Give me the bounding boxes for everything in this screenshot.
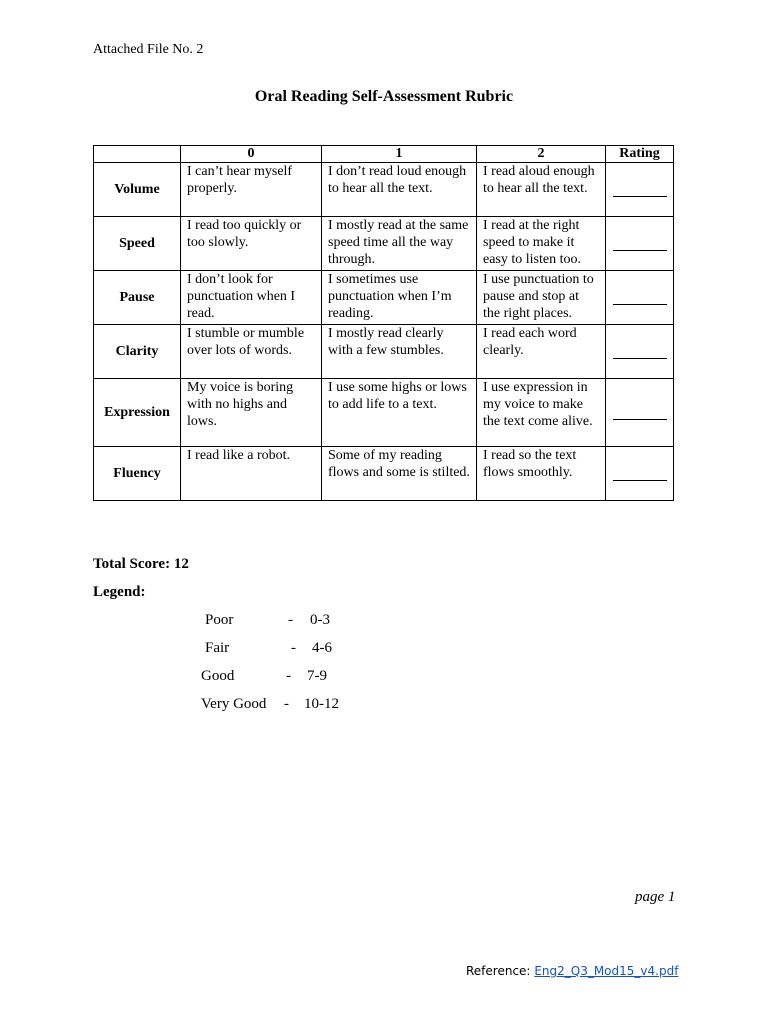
rating-blank-line[interactable]	[613, 468, 667, 481]
level-1-cell: I don’t read loud enough to hear all the text.	[322, 163, 477, 217]
level-1-cell: I sometimes use punctuation when I’m reading.	[322, 271, 477, 325]
legend-item-range: 0-3	[310, 612, 330, 628]
header-level-0: 0	[181, 146, 322, 163]
table-row	[94, 325, 674, 379]
table-row	[94, 217, 674, 271]
page-title: Oral Reading Self-Assessment Rubric	[254, 88, 514, 105]
page-number: page 1	[635, 889, 676, 905]
criterion-cell: Clarity	[94, 325, 181, 379]
rating-blank-line[interactable]	[613, 238, 667, 251]
legend-dash: -	[284, 696, 289, 712]
header-level-1: 1	[322, 146, 477, 163]
level-0-cell: I read like a robot.	[181, 447, 322, 501]
legend-dash: -	[288, 612, 293, 628]
table-row	[94, 447, 674, 501]
header-rating: Rating	[606, 146, 674, 163]
reference-line	[466, 964, 678, 978]
legend-item-range: 10-12	[304, 696, 339, 712]
legend-dash: -	[286, 668, 291, 684]
rating-blank-line[interactable]	[613, 407, 667, 420]
legend-item-name: Very Good	[201, 696, 267, 712]
level-0-cell: I read too quickly or too slowly.	[181, 217, 322, 271]
attached-file-label: Attached File No. 2	[93, 42, 204, 57]
rubric-table	[93, 145, 674, 501]
level-1-cell: Some of my reading flows and some is stilted.	[322, 447, 477, 501]
rating-cell	[606, 379, 674, 447]
rating-blank-line[interactable]	[613, 184, 667, 197]
level-2-cell: I read aloud enough to hear all the text.	[477, 163, 606, 217]
rating-cell	[606, 271, 674, 325]
level-0-cell: My voice is boring with no highs and lows.	[181, 379, 322, 447]
table-row	[94, 271, 674, 325]
legend-item-range: 7-9	[307, 668, 327, 684]
level-0-cell: I don’t look for punctuation when I read.	[181, 271, 322, 325]
level-2-cell: I read each word clearly.	[477, 325, 606, 379]
level-2-cell: I read at the right speed to make it easy to listen too.	[477, 217, 606, 271]
total-score: Total Score: 12	[93, 556, 189, 572]
reference-label: Reference:	[466, 964, 531, 978]
level-2-cell: I use expression in my voice to make the text come alive.	[477, 379, 606, 447]
table-row	[94, 163, 674, 217]
legend-item-name: Good	[201, 668, 235, 684]
rating-blank-line[interactable]	[613, 292, 667, 305]
level-1-cell: I mostly read at the same speed time all the way through.	[322, 217, 477, 271]
level-1-cell: I mostly read clearly with a few stumbles.	[322, 325, 477, 379]
level-0-cell: I can’t hear myself properly.	[181, 163, 322, 217]
criterion-cell: Pause	[94, 271, 181, 325]
criterion-cell: Fluency	[94, 447, 181, 501]
level-0-cell: I stumble or mumble over lots of words.	[181, 325, 322, 379]
header-level-2: 2	[477, 146, 606, 163]
rating-cell	[606, 163, 674, 217]
legend-item-name: Poor	[205, 612, 234, 628]
table-row	[94, 379, 674, 447]
rating-cell	[606, 217, 674, 271]
criterion-cell: Expression	[94, 379, 181, 447]
level-2-cell: I read so the text flows smoothly.	[477, 447, 606, 501]
legend-dash: -	[291, 640, 296, 656]
criterion-cell: Speed	[94, 217, 181, 271]
level-1-cell: I use some highs or lows to add life to a text.	[322, 379, 477, 447]
reference-link[interactable]: Eng2_Q3_Mod15_v4.pdf	[534, 964, 679, 978]
header-criterion	[94, 146, 181, 163]
legend-label: Legend:	[93, 584, 146, 600]
criterion-cell: Volume	[94, 163, 181, 217]
rating-blank-line[interactable]	[613, 346, 667, 359]
table-header-row	[94, 146, 674, 163]
legend-item-range: 4-6	[312, 640, 332, 656]
rating-cell	[606, 447, 674, 501]
legend-item-name: Fair	[205, 640, 230, 656]
level-2-cell: I use punctuation to pause and stop at the right places.	[477, 271, 606, 325]
rating-cell	[606, 325, 674, 379]
